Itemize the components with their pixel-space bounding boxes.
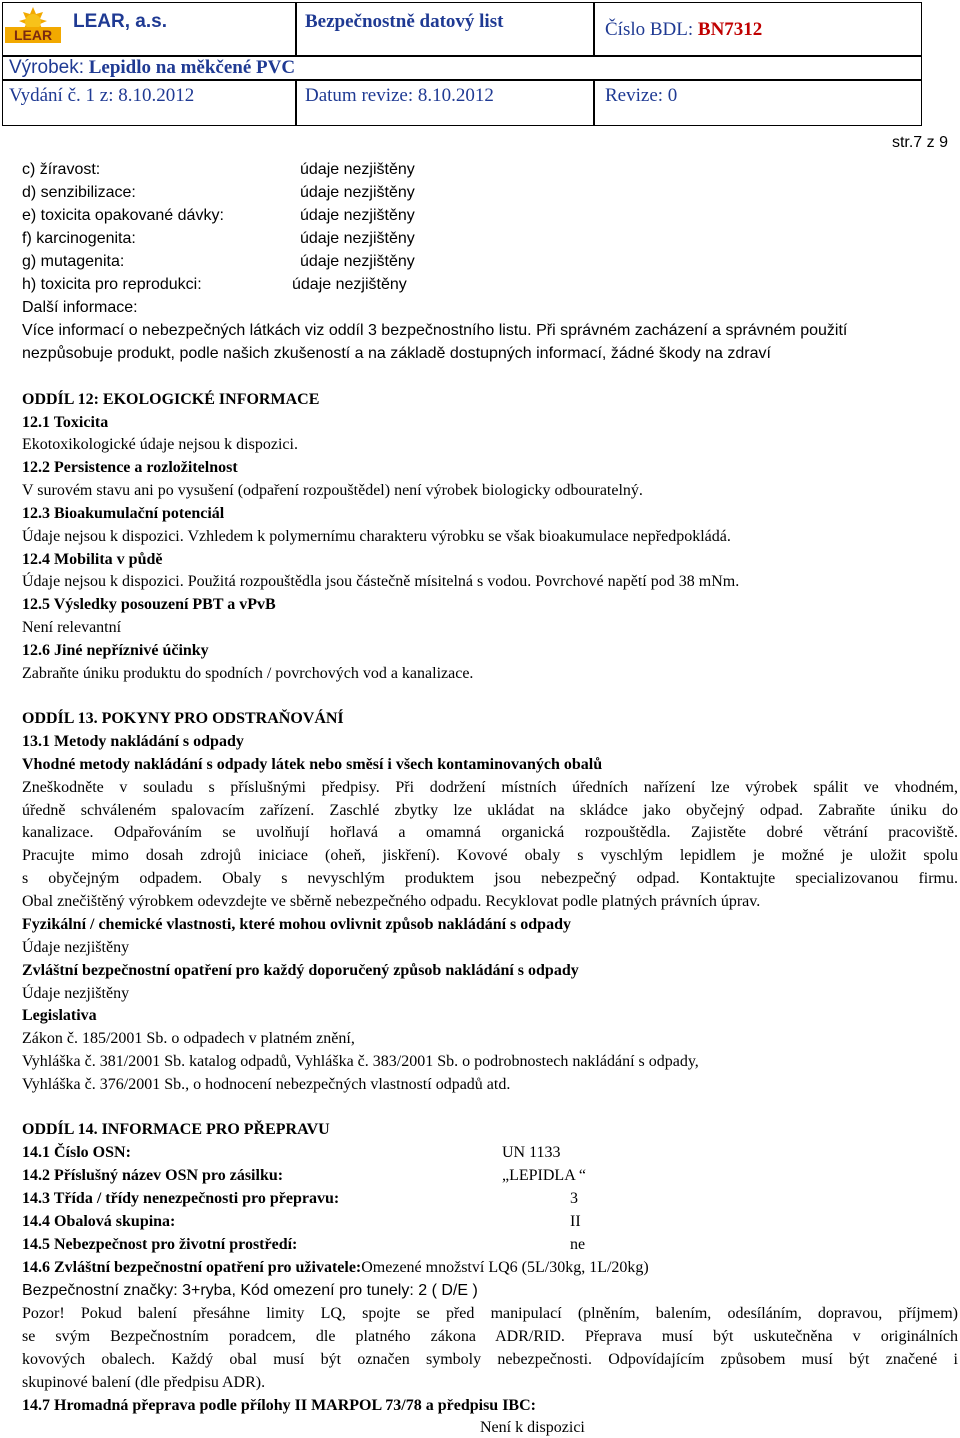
- transport-row: 14.1 Číslo OSN: UN 1133: [22, 1144, 561, 1161]
- warning-line: skupinové balení (dle předpisu ADR).: [22, 1374, 266, 1391]
- issue-date: Vydání č. 1 z: 8.10.2012: [9, 85, 195, 106]
- subsection-text: V surovém stavu ani po vysušení (odpaření rozpouštědel) není výrobek biologicky odbouratelný.: [22, 482, 643, 499]
- subsection-heading: Fyzikální / chemické vlastnosti, které mohou ovlivnit způsob nakládání s odpady: [22, 916, 571, 933]
- hazard-marks: Bezpečnostní značky: 3+ryba, Kód omezení pro tunely: 2 ( D/E ): [22, 1282, 478, 1299]
- warning-line: kovových obalech. Každý obal musí být označen symboly nebezpečnosti. Odpovídajícím způsobem musí být značené i: [22, 1351, 958, 1368]
- subsection-text: Zabraňte úniku produktu do spodních / povrchových vod a kanalizace.: [22, 665, 474, 682]
- subsection-heading: 12.2 Persistence a rozložitelnost: [22, 459, 238, 476]
- transport-row: 14.4 Obalová skupina: II: [22, 1213, 581, 1230]
- tox-item: c) žíravost: údaje nezjištěny: [22, 161, 415, 178]
- subsection-text: Není k dispozici: [480, 1419, 585, 1436]
- section-12-title: ODDÍL 12: EKOLOGICKÉ INFORMACE: [22, 391, 320, 408]
- subsection-text: Není relevantní: [22, 619, 122, 636]
- section-14-title: ODDÍL 14. INFORMACE PRO PŘEPRAVU: [22, 1121, 330, 1138]
- bdl-value: BN7312: [697, 19, 763, 40]
- further-info-text: Více informací o nebezpečných látkách viz oddíl 3 bezpečnostního listu. Při správném zacházení a správném použití: [22, 322, 848, 339]
- subsection-text: Údaje nezjištěny: [22, 985, 130, 1002]
- transport-row: 14.5 Nebezpečnost pro životní prostředí: ne: [22, 1236, 586, 1253]
- subsection-text: Ekotoxikologické údaje nejsou k dispozici.: [22, 436, 298, 453]
- header-divider: [593, 79, 595, 125]
- header-divider: [295, 79, 297, 125]
- tox-item: e) toxicita opakované dávky: údaje nezjištěny: [22, 207, 415, 224]
- tox-item: d) senzibilizace: údaje nezjištěny: [22, 184, 415, 201]
- subsection-heading: 12.3 Bioakumulační potenciál: [22, 505, 225, 522]
- further-info-text: nezpůsobuje produkt, podle našich zkušeností a na základě dostupných informací, žádné škody na zdraví: [22, 345, 771, 362]
- user-precautions: 14.6 Zvláštní bezpečnostní opatření pro uživatele:Omezené množství LQ6 (5L/30kg, 1L/20kg): [22, 1259, 649, 1276]
- bdl-number: [605, 19, 762, 41]
- tox-item: g) mutagenita: údaje nezjištěny: [22, 253, 415, 270]
- product-line: [9, 57, 295, 79]
- paragraph-line: kanalizace. Odpařováním se uvolňují hořlavá a omamná organická rozpouštědla. Zajistěte dobré větrání pracoviště.: [22, 824, 958, 841]
- subsection-text: Údaje nejsou k dispozici. Použitá rozpouštědla jsou částečně mísitelná s vodou. Povrchové napětí pod 38 mNm.: [22, 573, 740, 590]
- section-13-title: ODDÍL 13. POKYNY PRO ODSTRAŇOVÁNÍ: [22, 710, 344, 727]
- svg-text:LEAR: LEAR: [13, 27, 53, 43]
- further-info-label: Další informace:: [22, 299, 138, 316]
- header-divider: [295, 3, 297, 57]
- tox-item: h) toxicita pro reprodukci: údaje nezjištěny: [22, 276, 407, 293]
- product-label: Výrobek:: [9, 57, 84, 78]
- subsection-heading: Legislativa: [22, 1007, 97, 1024]
- header-divider: [593, 3, 595, 57]
- paragraph-line: s obyčejným odpadem. Obaly s nevyschlým produktem jsou nebezpečný odpad. Kontaktujte specializovanou firmu.: [22, 870, 958, 887]
- paragraph-line: Pracujte mimo dosah zdrojů iniciace (oheň, jiskření). Kovové obaly s vyschlým lepidlem je možné je uložit spolu: [22, 847, 958, 864]
- subsection-heading: 12.1 Toxicita: [22, 414, 109, 431]
- subsection-text: Údaje nejsou k dispozici. Vzhledem k polymernímu charakteru výrobku se však bioakumulace nepředpokládá.: [22, 528, 731, 545]
- company-name: LEAR, a.s.: [73, 11, 167, 32]
- product-name: Lepidlo na měkčené PVC: [88, 57, 296, 78]
- warning-line: se svým Bezpečnostním poradcem, dle platného zákona ADR/RID. Přeprava musí být uskutečněna v originálních: [22, 1328, 958, 1345]
- subsection-heading: 12.4 Mobilita v půdě: [22, 551, 163, 568]
- header-divider: [3, 79, 921, 81]
- legislation-line: Vyhláška č. 381/2001 Sb. katalog odpadů, Vyhláška č. 383/2001 Sb. o podrobnostech nakládání s odpady,: [22, 1053, 699, 1070]
- bdl-label: Číslo BDL:: [605, 19, 694, 40]
- paragraph-line: úředně schváleném spalovacím zařízení. Zaschlé zbytky lze ukládat na skládce jako obyčejný odpad. Zabraňte úniku do: [22, 802, 958, 819]
- subsection-heading: 12.6 Jiné nepříznivé účinky: [22, 642, 209, 659]
- paragraph-line: Zneškodněte v souladu s příslušnými předpisy. Při dodržení místních úředních nařízení lze výrobek spálit ve vhodném,: [22, 779, 958, 796]
- revision-date: Datum revize: 8.10.2012: [305, 85, 494, 106]
- paragraph-line: Obal znečištěný výrobkem odevzdejte ve sběrně nebezpečného odpadu. Recyklovat podle platných právních úprav.: [22, 893, 761, 910]
- revision-number: Revize: 0: [605, 85, 678, 106]
- warning-line: Pozor! Pokud balení přesáhne limity LQ, spojte se před manipulací (plněním, balením, odesíláním, dopravou, příjmem): [22, 1305, 958, 1322]
- subsection-heading: Zvláštní bezpečnostní opatření pro každý doporučený způsob nakládání s odpady: [22, 962, 579, 979]
- subsection-heading: 14.7 Hromadná přeprava podle přílohy II MARPOL 73/78 a předpisu IBC:: [22, 1397, 536, 1414]
- subsection-heading: 12.5 Výsledky posouzení PBT a vPvB: [22, 596, 276, 613]
- page-number: str.7 z 9: [891, 134, 948, 151]
- document-header: [2, 2, 922, 126]
- tox-item: f) karcinogenita: údaje nezjištěny: [22, 230, 415, 247]
- subsection-text: Údaje nezjištěny: [22, 939, 130, 956]
- subsection-heading: 13.1 Metody nakládání s odpady: [22, 733, 244, 750]
- document-title: Bezpečnostně datový list: [305, 11, 504, 32]
- legislation-line: Zákon č. 185/2001 Sb. o odpadech v platném znění,: [22, 1030, 355, 1047]
- lear-logo: [5, 5, 61, 55]
- legislation-line: Vyhláška č. 376/2001 Sb., o hodnocení nebezpečných vlastností odpadů atd.: [22, 1076, 511, 1093]
- transport-row: 14.2 Příslušný název OSN pro zásilku: „LEPIDLA “: [22, 1167, 586, 1184]
- subsection-heading: Vhodné metody nakládání s odpady látek nebo směsí i všech kontaminovaných obalů: [22, 756, 603, 773]
- transport-row: 14.3 Třída / třídy nenezpečnosti pro přepravu: 3: [22, 1190, 578, 1207]
